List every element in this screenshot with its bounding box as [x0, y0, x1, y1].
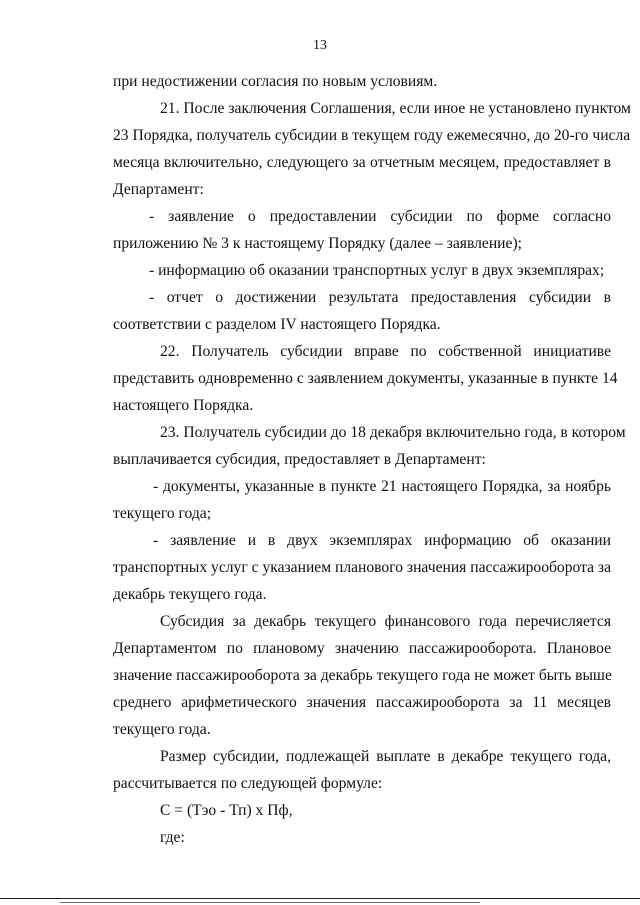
text-line: среднего арифметического значения пассажирооборота за 11 месяцев	[113, 694, 611, 711]
text-line: приложению № 3 к настоящему Порядку (далее – заявление);	[113, 235, 522, 252]
text-line: транспортных услуг с указанием планового значения пассажирооборота за	[113, 559, 612, 576]
text-line: настоящего Порядка.	[113, 397, 254, 414]
text-line: Департаментом по плановому значению пассажирооборота. Плановое	[113, 640, 611, 657]
text-line: текущего года.	[113, 721, 211, 738]
text-line: Размер субсидии, подлежащей выплате в декабре текущего года,	[160, 748, 611, 765]
text-line: Субсидия за декабрь текущего финансового года перечисляется	[160, 613, 611, 630]
footer-rule	[0, 898, 640, 899]
formula-line: С = (Тэо - Тп) х Пф,	[160, 802, 293, 819]
text-line: значение пассажирооборота за декабрь текущего года не может быть выше	[113, 667, 612, 684]
text-line: декабрь текущего года.	[113, 586, 267, 603]
text-line: - заявление и в двух экземплярах информацию об оказании	[153, 532, 611, 549]
text-line: месяца включительно, следующего за отчетным месяцем, предоставляет в	[113, 154, 611, 171]
text-line: выплачивается субсидия, предоставляет в Департамент:	[113, 451, 486, 468]
text-line: - документы, указанные в пункте 21 настоящего Порядка, за ноябрь	[153, 478, 611, 495]
text-line: 23. Получатель субсидии до 18 декабря включительно года, в котором	[160, 424, 626, 441]
text-line: представить одновременно с заявлением документы, указанные в пункте 14	[113, 370, 618, 387]
text-line: при недостижении согласия по новым условиям.	[113, 73, 438, 90]
text-line: текущего года;	[113, 505, 212, 522]
text-line: - информацию об оказании транспортных услуг в двух экземплярах;	[149, 262, 605, 279]
page-number: 13	[313, 38, 327, 53]
text-line: - отчет о достижении результата предоставления субсидии в	[149, 289, 611, 306]
text-line: где:	[160, 829, 185, 846]
text-line: 22. Получатель субсидии вправе по собственной инициативе	[160, 343, 611, 360]
footer-rule	[60, 902, 480, 903]
text-line: 21. После заключения Соглашения, если иное не установлено пунктом	[160, 100, 631, 117]
text-line: - заявление о предоставлении субсидии по форме согласно	[149, 208, 611, 225]
text-line: рассчитывается по следующей формуле:	[113, 775, 383, 792]
text-line: Департамент:	[113, 181, 204, 198]
text-line: соответствии с разделом IV настоящего Порядка.	[113, 316, 441, 333]
text-line: 23 Порядка, получатель субсидии в текущем году ежемесячно, до 20-го числа	[113, 127, 631, 144]
